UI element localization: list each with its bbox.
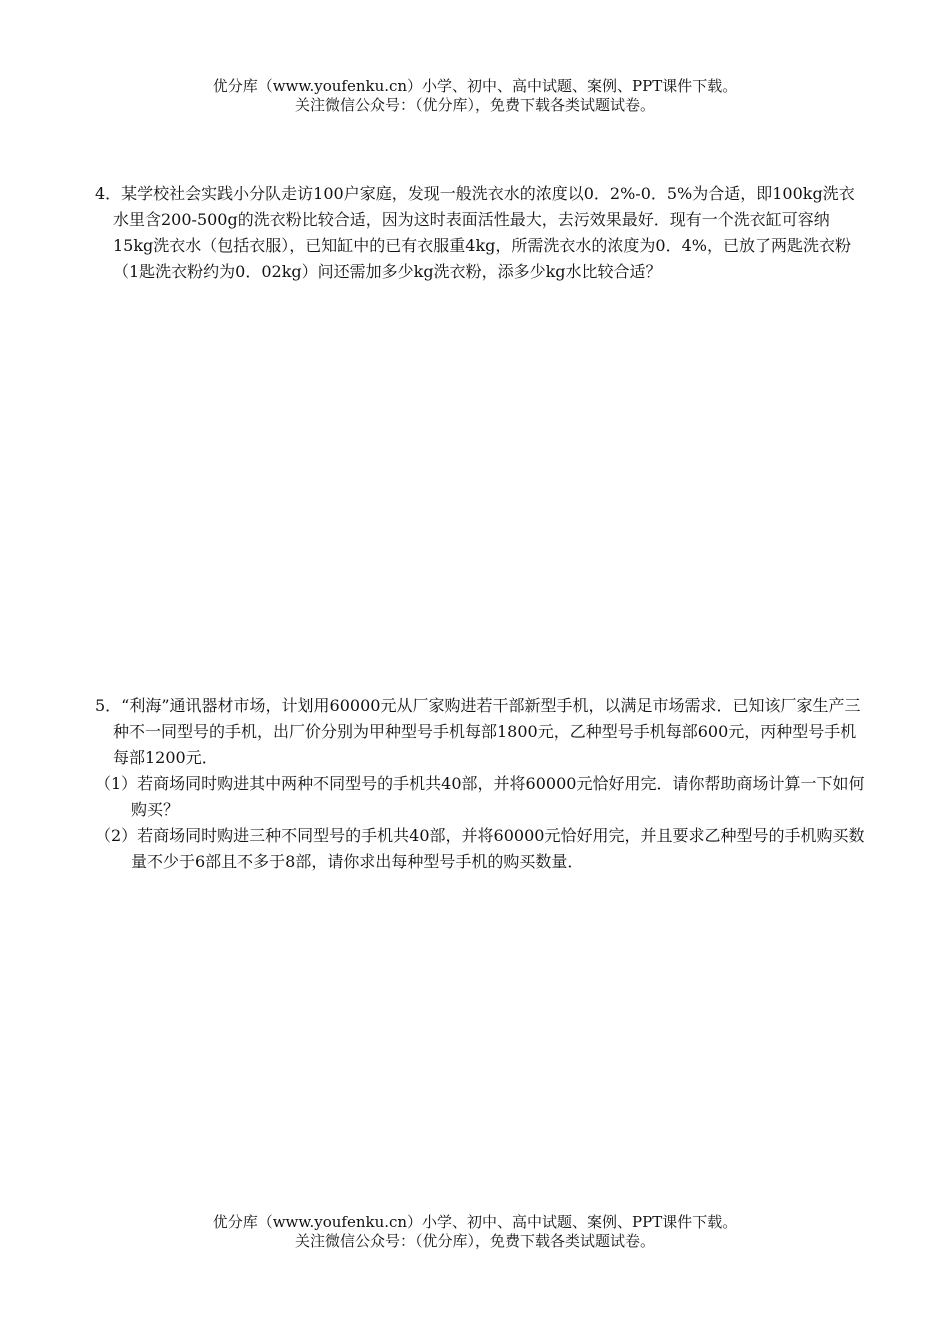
- problem-5: [95, 693, 865, 875]
- footer-line-1: 优分库（www.youfenku.cn）小学、初中、高中试题、案例、PPT课件下载。: [212, 1213, 738, 1231]
- page-footer: [0, 1213, 950, 1251]
- problem-5-text: 5．“利海”通讯器材市场，计划用60000元从厂家购进若干部新型手机，以满足市场需求．已知该厂家生产三种不一同型号的手机，出厂价分别为甲种型号手机每部1800元，乙种型号手机每部600元，丙种型号手机每部1200元．: [95, 696, 861, 767]
- problem-5-subquestion-2: （2）若商场同时购进三种不同型号的手机共40部，并将60000元恰好用完，并且要求乙种型号的手机购买数量不少于6部且不多于8部，请你求出每种型号手机的购买数量．: [95, 826, 865, 871]
- problem-4: [95, 181, 865, 285]
- footer-line-2: 关注微信公众号：（优分库），免费下载各类试题试卷。: [294, 1232, 655, 1250]
- page-header: [0, 77, 950, 115]
- header-line-2: 关注微信公众号：（优分库），免费下载各类试题试卷。: [294, 96, 655, 114]
- problem-5-subquestion-1: （1）若商场同时购进其中两种不同型号的手机共40部，并将60000元恰好用完．请你帮助商场计算一下如何购买？: [95, 774, 865, 819]
- header-line-1: 优分库（www.youfenku.cn）小学、初中、高中试题、案例、PPT课件下载。: [212, 77, 738, 95]
- problem-4-text: 4．某学校社会实践小分队走访100户家庭，发现一般洗衣水的浓度以0．2%-0．5%为合适，即100kg洗衣水里含200-500g的洗衣粉比较合适，因为这时表面活性最大，去污效果最好．现有一个洗衣缸可容纳15kg洗衣水（包括衣服），已知缸中的已有衣服重4kg，所需洗衣水的浓度为0．4%，已放了两匙洗衣粉（1匙洗衣粉约为0．02kg）问还需加多少kg洗衣粉，添多少kg水比较合适？: [95, 184, 855, 281]
